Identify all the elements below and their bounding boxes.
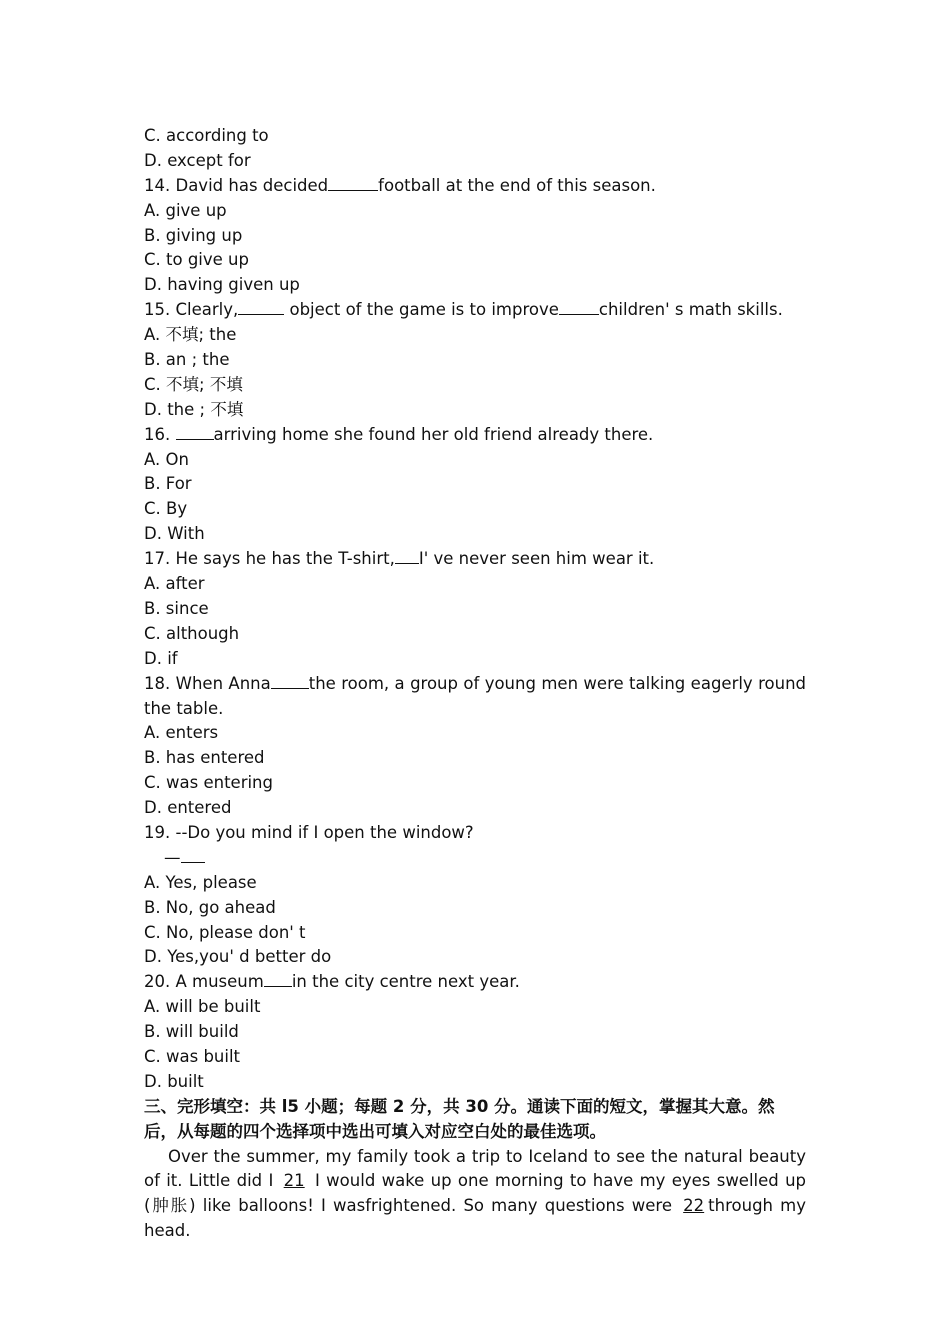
- option-c-18: C. was entering: [144, 773, 273, 793]
- cloze-text-1: Over the summer, my family took a trip to Iceland to see the natural beauty of it. Little did I: [144, 1146, 806, 1191]
- answer-blank: [395, 547, 419, 564]
- reply-dash: —: [164, 847, 181, 867]
- question-14-part2: football at the end of this season.: [378, 175, 656, 195]
- option-c-16: C. By: [144, 499, 188, 519]
- cloze-text-2: I would wake up one morning to have my eyes swelled up (肿胀) like balloons! I wasfrightened. So many questions were: [144, 1171, 807, 1216]
- question-18: [144, 672, 806, 722]
- option-a-14: A. give up: [144, 200, 227, 220]
- option-d-19: D. Yes,you' d better do: [144, 947, 332, 967]
- option-a-16: A. On: [144, 449, 189, 469]
- option-c-14: C. to give up: [144, 250, 249, 270]
- question-19: 19. --Do you mind if I open the window?: [144, 822, 474, 842]
- section-heading: 三、完形填空：共 l5 小题；每题 2 分，共 30 分。通读下面的短文，掌握其大意。然后，从每题的四个选择项中选出可填入对应空白处的最佳选项。: [144, 1096, 775, 1141]
- cloze-blank-22: 22: [683, 1196, 705, 1216]
- question-19-reply: [144, 846, 806, 871]
- cloze-text-3: through my head.: [144, 1196, 807, 1241]
- option-b-18: B. has entered: [144, 748, 265, 768]
- question-20-part2: in the city centre next year.: [291, 972, 520, 992]
- option-c-15: C. 不填; 不填: [144, 374, 243, 394]
- question-20-part1: 20. A museum: [144, 972, 264, 992]
- option-b-17: B. since: [144, 598, 209, 618]
- option-b-15: B. an ; the: [144, 350, 230, 370]
- answer-blank: [238, 298, 284, 315]
- question-17-part1: 17. He says he has the T-shirt,: [144, 549, 395, 569]
- document-page: [144, 124, 806, 1244]
- option-d-20: D. built: [144, 1071, 204, 1091]
- option-d-17: D. if: [144, 648, 178, 668]
- answer-blank: [328, 174, 378, 191]
- question-15-part3: children' s math skills.: [598, 300, 783, 320]
- answer-blank: [181, 846, 205, 863]
- option-d-13: D. except for: [144, 150, 251, 170]
- question-14: [144, 174, 806, 199]
- option-b-19: B. No, go ahead: [144, 897, 276, 917]
- answer-blank: [271, 672, 309, 689]
- option-c-13: C. according to: [144, 126, 269, 145]
- question-15-part1: 15. Clearly,: [144, 300, 239, 320]
- question-14-part1: 14. David has decided: [144, 175, 329, 195]
- question-15: [144, 298, 806, 323]
- question-16-part1: 16.: [144, 424, 176, 444]
- option-b-14: B. giving up: [144, 225, 243, 245]
- option-a-17: A. after: [144, 574, 205, 594]
- question-18-part2: the room, a group of young men were talking eagerly round the table.: [144, 673, 807, 718]
- option-b-16: B. For: [144, 474, 192, 494]
- cloze-blank-21: 21: [283, 1171, 305, 1191]
- answer-blank: [176, 423, 214, 440]
- option-d-14: D. having given up: [144, 275, 300, 295]
- option-a-15: A. 不填; the: [144, 325, 237, 345]
- question-16: [144, 423, 806, 448]
- question-16-part2: arriving home she found her old friend already there.: [213, 424, 654, 444]
- option-c-20: C. was built: [144, 1046, 241, 1066]
- option-a-19: A. Yes, please: [144, 872, 257, 892]
- option-c-17: C. although: [144, 623, 240, 643]
- option-c-19: C. No, please don' t: [144, 922, 306, 942]
- option-d-16: D. With: [144, 524, 205, 544]
- option-b-20: B. will build: [144, 1022, 239, 1042]
- option-a-20: A. will be built: [144, 997, 261, 1017]
- question-17: [144, 547, 806, 572]
- question-17-part2: I' ve never seen him wear it.: [418, 549, 655, 569]
- option-a-18: A. enters: [144, 723, 219, 743]
- option-d-15: D. the ; 不填: [144, 399, 244, 419]
- cloze-paragraph: [144, 1145, 806, 1245]
- answer-blank: [559, 298, 599, 315]
- answer-blank: [264, 970, 292, 987]
- question-20: [144, 970, 806, 995]
- question-18-part1: 18. When Anna: [144, 673, 271, 693]
- option-d-18: D. entered: [144, 798, 232, 818]
- question-15-part2: object of the game is to improve: [289, 300, 559, 320]
